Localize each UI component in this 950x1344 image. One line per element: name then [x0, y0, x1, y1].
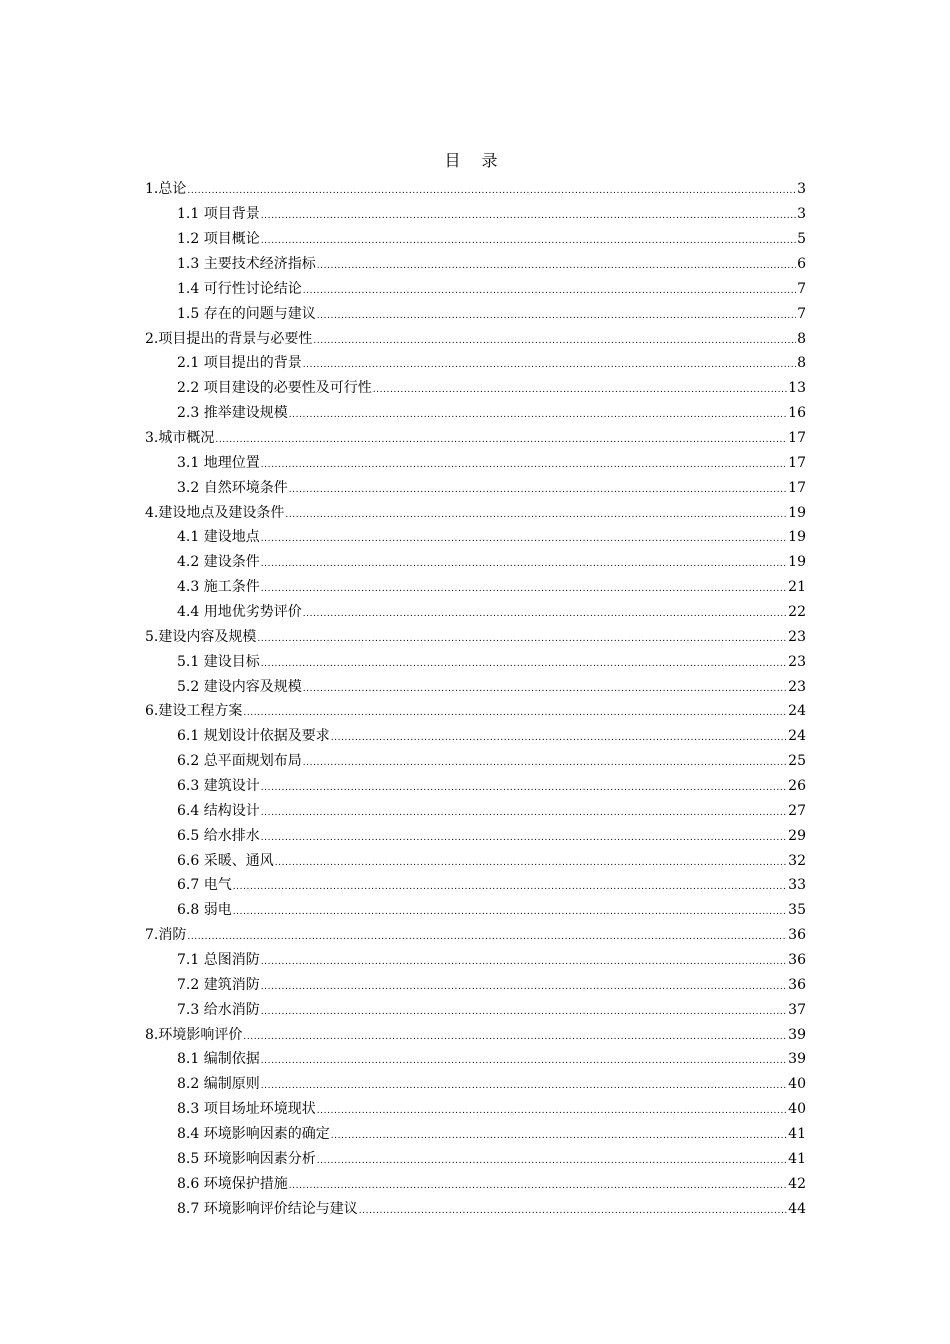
toc-page-number: 23 — [788, 653, 806, 670]
dot-leader — [187, 184, 796, 198]
toc-page-number: 21 — [788, 579, 806, 596]
toc-entry-title: 7.消防 — [145, 927, 187, 944]
toc-entry-title: 2.1 项目提出的背景 — [177, 355, 302, 372]
toc-entry-title: 1.2 项目概论 — [177, 231, 260, 248]
toc-subsection-entry[interactable] — [145, 895, 806, 920]
dot-leader — [373, 383, 787, 397]
toc-subsection-entry[interactable] — [145, 1144, 806, 1169]
dot-leader — [233, 905, 787, 919]
toc-entry-title: 6.5 给水排水 — [177, 827, 260, 844]
dot-leader — [261, 980, 787, 994]
dot-leader — [261, 234, 796, 248]
dot-leader — [243, 706, 787, 720]
toc-page-number: 24 — [788, 703, 806, 720]
toc-page-number: 32 — [788, 852, 806, 869]
toc-entry-title: 2.3 推举建设规模 — [177, 405, 288, 422]
toc-entry-title: 8.1 编制依据 — [177, 1051, 260, 1068]
toc-title: 目 录 — [444, 151, 506, 170]
toc-entry-title: 8.5 环境影响因素分析 — [177, 1150, 316, 1167]
toc-entry-title: 5.建设内容及规模 — [145, 628, 257, 645]
toc-entry-title: 6.4 结构设计 — [177, 802, 260, 819]
dot-leader — [257, 632, 787, 646]
dot-leader — [233, 880, 787, 894]
toc-entry-title: 7.3 给水消防 — [177, 1001, 260, 1018]
toc-page-number: 17 — [788, 479, 806, 496]
dot-leader — [261, 657, 787, 671]
toc-page-number: 23 — [788, 678, 806, 695]
toc-entry-title: 4.4 用地优劣势评价 — [177, 603, 302, 620]
toc-entry-title: 4.2 建设条件 — [177, 554, 260, 571]
toc-page-number: 16 — [788, 405, 806, 422]
toc-entry-title: 8.6 环境保护措施 — [177, 1175, 288, 1192]
dot-leader — [261, 1054, 787, 1068]
toc-subsection-entry[interactable] — [145, 547, 806, 572]
toc-section-entry[interactable] — [145, 622, 806, 647]
toc-page-number: 24 — [788, 728, 806, 745]
dot-leader — [289, 483, 787, 497]
toc-subsection-entry[interactable] — [145, 1045, 806, 1070]
dot-leader — [261, 806, 787, 820]
toc-entry-title: 1.4 可行性讨论结论 — [177, 280, 302, 297]
dot-leader — [289, 1179, 787, 1193]
toc-list — [145, 175, 806, 1219]
toc-subsection-entry[interactable] — [145, 995, 806, 1020]
toc-page-number: 7 — [797, 305, 806, 322]
dot-leader — [303, 682, 787, 696]
toc-entry-title: 2.项目提出的背景与必要性 — [145, 330, 313, 347]
toc-entry-title: 6.3 建筑设计 — [177, 777, 260, 794]
toc-entry-title: 6.1 规划设计依据及要求 — [177, 728, 330, 745]
toc-subsection-entry[interactable] — [145, 871, 806, 896]
toc-page-number: 27 — [788, 802, 806, 819]
toc-page-number: 19 — [788, 504, 806, 521]
toc-subsection-entry[interactable] — [145, 672, 806, 697]
toc-subsection-entry[interactable] — [145, 647, 806, 672]
toc-subsection-entry[interactable] — [145, 597, 806, 622]
toc-subsection-entry[interactable] — [145, 796, 806, 821]
toc-entry-title: 6.6 采暖、通风 — [177, 852, 274, 869]
toc-page-number: 35 — [788, 902, 806, 919]
toc-subsection-entry[interactable] — [145, 1094, 806, 1119]
toc-page-number: 17 — [788, 429, 806, 446]
toc-entry-title: 6.8 弱电 — [177, 902, 232, 919]
toc-section-entry[interactable] — [145, 498, 806, 523]
toc-entry-title: 6.建设工程方案 — [145, 703, 243, 720]
dot-leader — [331, 731, 787, 745]
dot-leader — [289, 408, 787, 422]
toc-page-number: 36 — [788, 976, 806, 993]
toc-subsection-entry[interactable] — [145, 349, 806, 374]
toc-subsection-entry[interactable] — [145, 274, 806, 299]
toc-page-number: 6 — [797, 255, 806, 272]
dot-leader — [243, 1030, 787, 1044]
dot-leader — [303, 607, 787, 621]
toc-entry-title: 3.2 自然环境条件 — [177, 479, 288, 496]
toc-subsection-entry[interactable] — [145, 821, 806, 846]
toc-page-number: 3 — [797, 206, 806, 223]
toc-subsection-entry[interactable] — [145, 1119, 806, 1144]
toc-page-number: 5 — [797, 231, 806, 248]
toc-page-number: 41 — [788, 1150, 806, 1167]
toc-entry-title: 5.1 建设目标 — [177, 653, 260, 670]
dot-leader — [215, 433, 787, 447]
dot-leader — [359, 1204, 787, 1218]
toc-entry-title: 1.1 项目背景 — [177, 206, 260, 223]
toc-page-number: 7 — [797, 280, 806, 297]
toc-subsection-entry[interactable] — [145, 1069, 806, 1094]
dot-leader — [303, 756, 787, 770]
dot-leader — [261, 1005, 787, 1019]
toc-page-number: 8 — [797, 330, 806, 347]
toc-page-number: 42 — [788, 1175, 806, 1192]
dot-leader — [261, 532, 787, 546]
toc-entry-title: 8.3 项目场址环境现状 — [177, 1101, 316, 1118]
dot-leader — [261, 458, 787, 472]
toc-section-entry[interactable] — [145, 1020, 806, 1045]
toc-entry-title: 2.2 项目建设的必要性及可行性 — [177, 380, 372, 397]
toc-page-number: 37 — [788, 1001, 806, 1018]
toc-page-number: 36 — [788, 952, 806, 968]
dot-leader — [313, 334, 796, 348]
toc-page-number: 40 — [788, 1076, 806, 1093]
toc-entry-title: 8.2 编制原则 — [177, 1076, 260, 1093]
toc-entry-title: 3.城市概况 — [145, 429, 215, 446]
dot-leader — [261, 831, 787, 845]
toc-page-number: 19 — [788, 529, 806, 546]
dot-leader — [261, 209, 796, 223]
toc-entry-title: 8.4 环境影响因素的确定 — [177, 1126, 330, 1143]
toc-entry-title: 8.7 环境影响评价结论与建议 — [177, 1200, 358, 1217]
toc-subsection-entry[interactable] — [145, 572, 806, 597]
dot-leader — [317, 259, 796, 273]
toc-page-number: 40 — [788, 1101, 806, 1118]
toc-page-number: 17 — [788, 454, 806, 471]
toc-entry-title: 1.总论 — [145, 181, 187, 198]
toc-entry-title: 8.环境影响评价 — [145, 1026, 243, 1043]
dot-leader — [261, 955, 787, 969]
toc-page-number: 41 — [788, 1126, 806, 1143]
toc-page-number: 44 — [788, 1200, 806, 1217]
toc-subsection-entry[interactable] — [145, 373, 806, 398]
toc-page-number: 23 — [788, 628, 806, 645]
dot-leader — [317, 309, 796, 323]
toc-section-entry[interactable] — [145, 920, 806, 945]
dot-leader — [331, 1129, 787, 1143]
toc-page-number: 26 — [788, 777, 806, 794]
toc-subsection-entry[interactable] — [145, 473, 806, 498]
toc-entry-title: 6.7 电气 — [177, 877, 232, 894]
toc-subsection-entry[interactable] — [145, 249, 806, 274]
toc-entry-title: 1.3 主要技术经济指标 — [177, 255, 316, 272]
toc-entry-title: 7.1 总图消防 — [177, 952, 260, 968]
dot-leader — [303, 284, 796, 298]
toc-subsection-entry[interactable] — [145, 199, 806, 224]
toc-page-number: 36 — [788, 927, 806, 944]
toc-subsection-entry[interactable] — [145, 846, 806, 871]
toc-subsection-entry[interactable] — [145, 945, 806, 970]
toc-page-number: 8 — [797, 355, 806, 372]
dot-leader — [317, 1154, 787, 1168]
toc-page-number: 22 — [788, 603, 806, 620]
toc-page-number: 29 — [788, 827, 806, 844]
toc-page-number: 39 — [788, 1051, 806, 1068]
toc-page-number: 19 — [788, 554, 806, 571]
dot-leader — [317, 1104, 787, 1118]
toc-subsection-entry[interactable] — [145, 224, 806, 249]
toc-entry-title: 5.2 建设内容及规模 — [177, 678, 302, 695]
toc-page-number: 25 — [788, 753, 806, 770]
dot-leader — [285, 508, 787, 522]
toc-entry-title: 6.2 总平面规划布局 — [177, 753, 302, 770]
dot-leader — [261, 557, 787, 571]
dot-leader — [261, 582, 787, 596]
toc-entry-title: 4.1 建设地点 — [177, 529, 260, 546]
toc-section-entry[interactable] — [145, 697, 806, 722]
toc-page-number: 33 — [788, 877, 806, 894]
dot-leader — [275, 856, 787, 870]
toc-entry-title: 4.建设地点及建设条件 — [145, 504, 285, 521]
toc-entry-title: 7.2 建筑消防 — [177, 976, 260, 993]
toc-subsection-entry[interactable] — [145, 721, 806, 746]
toc-subsection-entry[interactable] — [145, 746, 806, 771]
toc-subsection-entry[interactable] — [145, 1194, 806, 1219]
dot-leader — [303, 358, 796, 372]
dot-leader — [187, 930, 787, 944]
toc-subsection-entry[interactable] — [145, 771, 806, 796]
toc-subsection-entry[interactable] — [145, 1169, 806, 1194]
toc-subsection-entry[interactable] — [145, 398, 806, 423]
dot-leader — [261, 1079, 787, 1093]
toc-subsection-entry[interactable] — [145, 299, 806, 324]
toc-entry-title: 1.5 存在的问题与建议 — [177, 305, 316, 322]
toc-entry-title: 3.1 地理位置 — [177, 454, 260, 471]
toc-subsection-entry[interactable] — [145, 970, 806, 995]
toc-subsection-entry[interactable] — [145, 523, 806, 548]
toc-page-number: 3 — [797, 181, 806, 198]
toc-section-entry[interactable] — [145, 175, 806, 200]
toc-page-number: 39 — [788, 1026, 806, 1043]
toc-entry-title: 4.3 施工条件 — [177, 579, 260, 596]
toc-subsection-entry[interactable] — [145, 448, 806, 473]
toc-page-number: 13 — [788, 380, 806, 397]
dot-leader — [261, 781, 787, 795]
toc-section-entry[interactable] — [145, 423, 806, 448]
toc-section-entry[interactable] — [145, 324, 806, 349]
